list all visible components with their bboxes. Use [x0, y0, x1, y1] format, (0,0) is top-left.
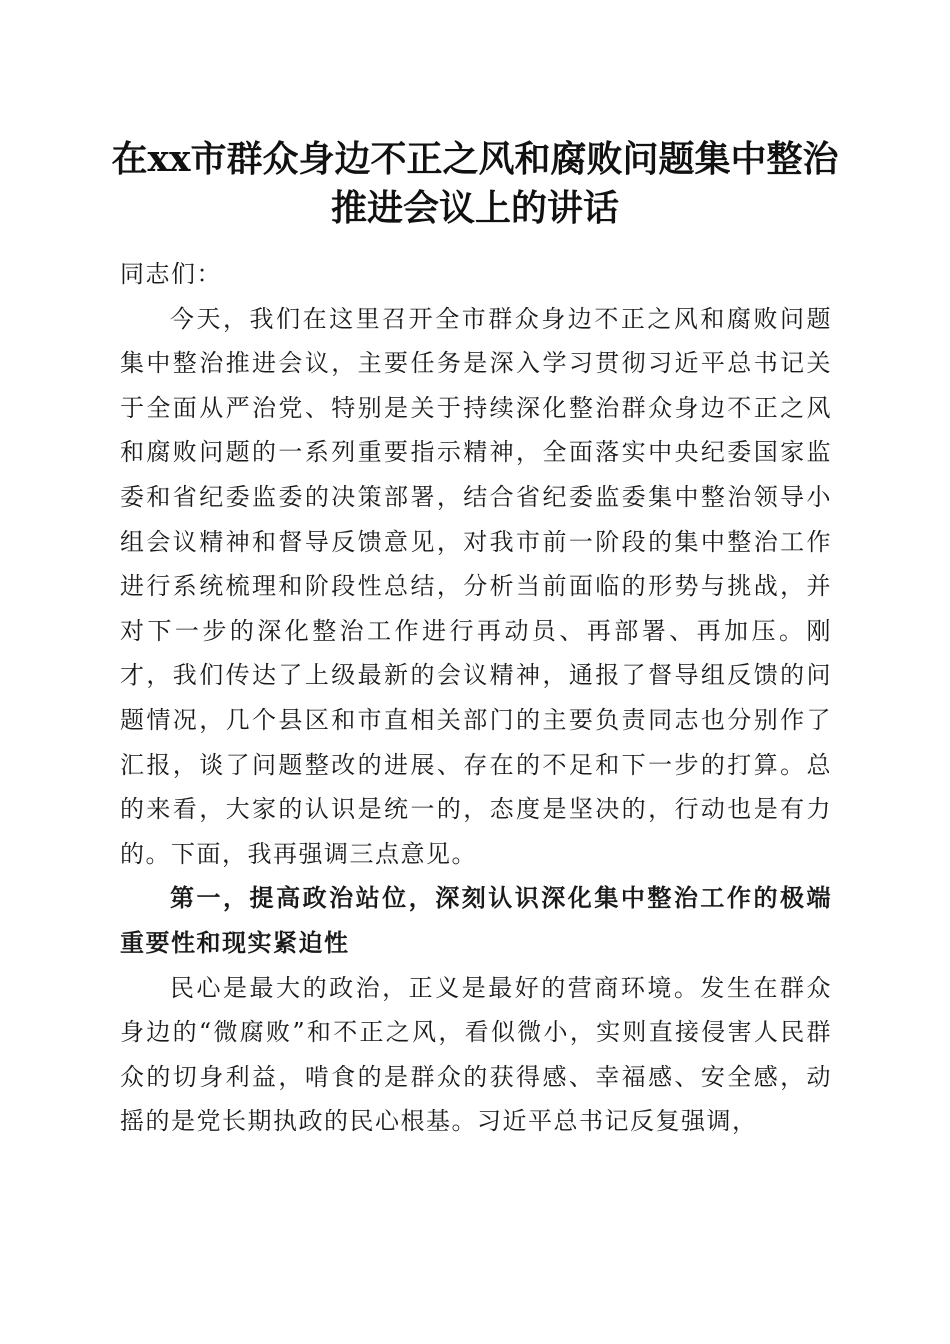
- section-paragraph: 民心是最大的政治，正义是最好的营商环境。发生在群众身边的“微腐败”和不正之风，看似微小，实则直接侵害人民群众的切身利益，啃食的是群众的获得感、幸福感、安全感，动摇的是党长期执政的民心根基。习近平总书记反复强调，: [120, 973, 832, 1136]
- document-title: 在xx市群众身边不正之风和腐败问题集中整治推进会议上的讲话: [111, 138, 839, 229]
- section-heading: 第一，提高政治站位，深刻认识深化集中整治工作的极端重要性和现实紧迫性: [120, 883, 832, 957]
- opening-paragraph: 今天，我们在这里召开全市群众身边不正之风和腐败问题集中整治推进会议，主要任务是深入学习贯彻习近平总书记关于全面从严治党、特别是关于持续深化整治群众身边不正之风和腐败问题的一系列重要指示精神，全面落实中央纪委国家监委和省纪委监委的决策部署，结合省纪委监委集中整治领导小组会议精神和督导反馈意见，对我市前一阶段的集中整治工作进行系统梳理和阶段性总结，分析当前面临的形势与挑战，并对下一步的深化整治工作进行再动员、再部署、再加压。刚才，我们传达了上级最新的会议精神，通报了督导组反馈的问题情况，几个县区和市直相关部门的主要负责同志也分别作了汇报，谈了问题整改的进展、存在的不足和下一步的打算。总的来看，大家的认识是统一的，态度是坚决的，行动也是有力的。下面，我再强调三点意见。: [120, 304, 832, 868]
- speech-body: [120, 252, 832, 1144]
- salutation: 同志们：: [120, 260, 222, 288]
